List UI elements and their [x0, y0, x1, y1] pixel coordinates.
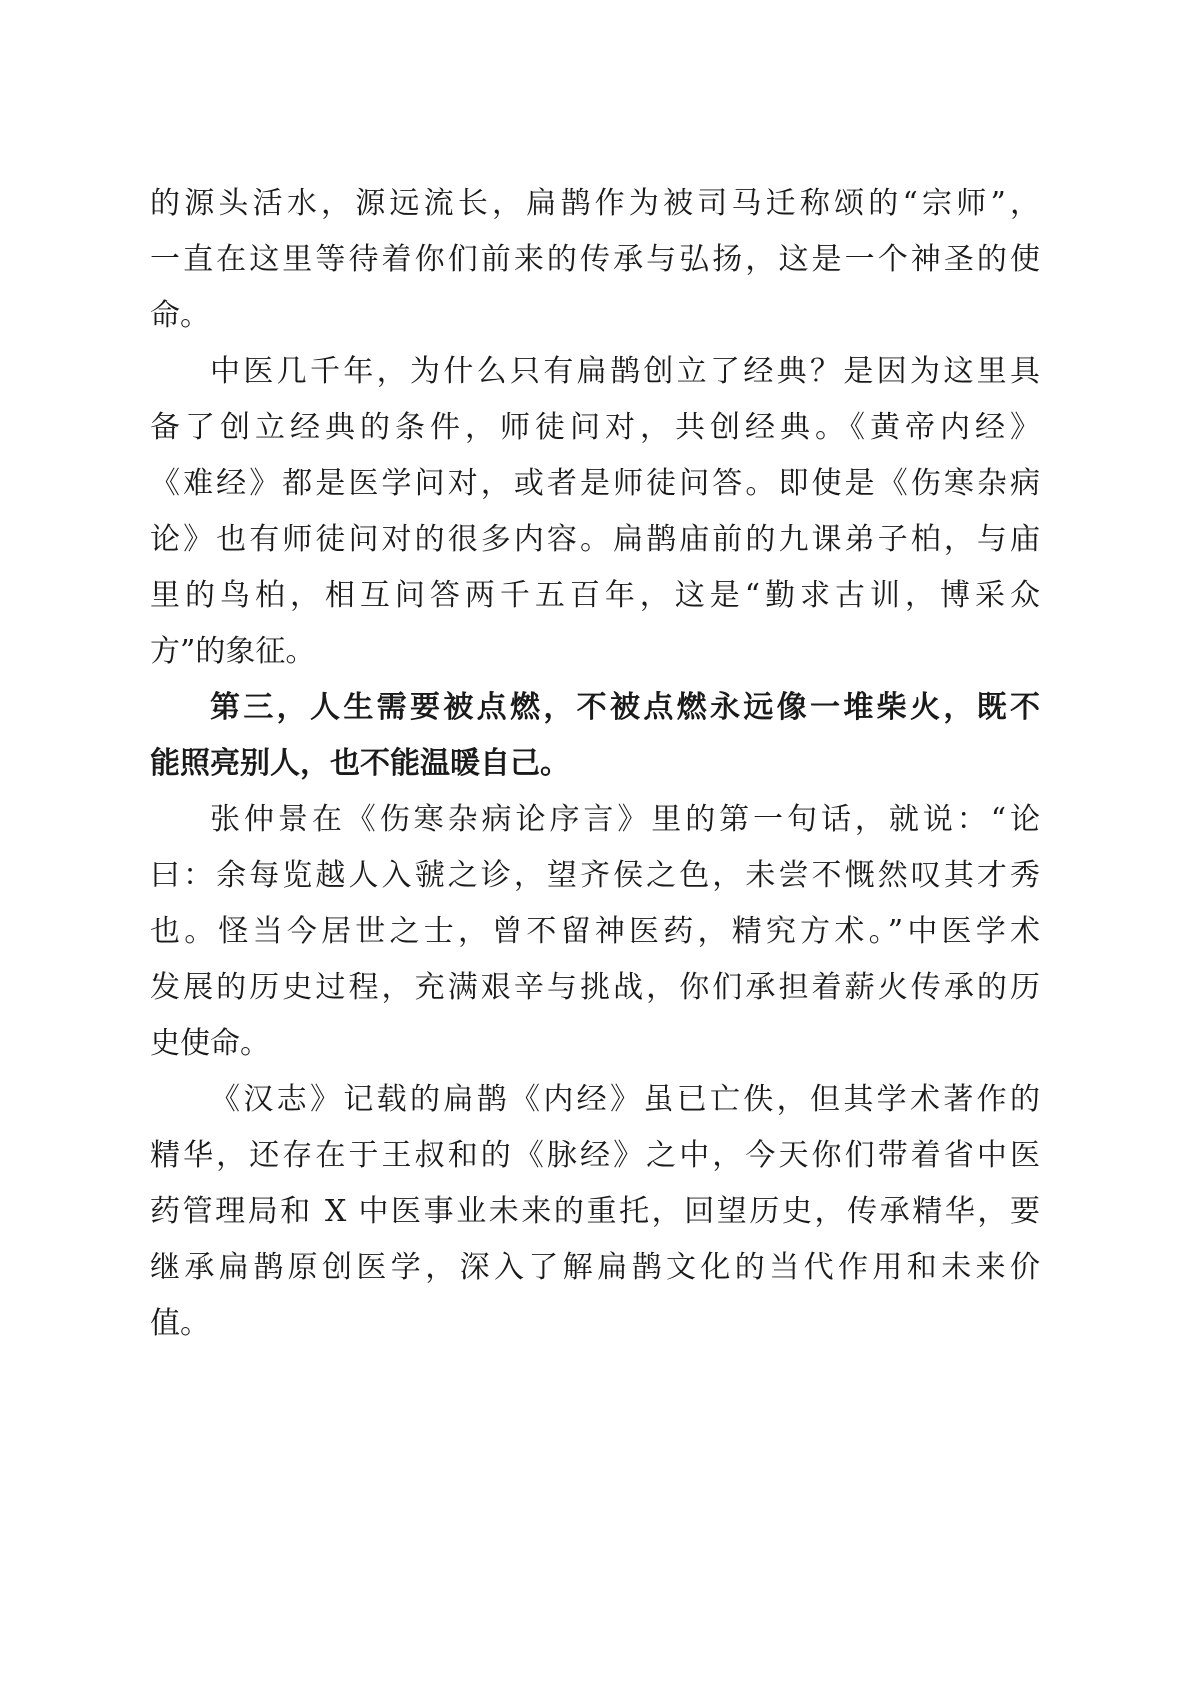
- paragraph-1: [150, 176, 1040, 344]
- text-line: 药管理局和 X 中医事业未来的重托，回望历史，传承精华，要: [150, 1194, 1040, 1229]
- text-line: 值。: [150, 1306, 210, 1341]
- text-line: 曰：余每览越人入虢之诊，望齐侯之色，未尝不慨然叹其才秀: [150, 858, 1040, 893]
- text-line: 继承扁鹊原创医学，深入了解扁鹊文化的当代作用和未来价: [150, 1250, 1040, 1285]
- text-line: 《汉志》记载的扁鹊《内经》虽已亡佚，但其学术著作的: [210, 1082, 1040, 1117]
- text-line: 《难经》都是医学问对，或者是师徒问答。即使是《伤寒杂病: [150, 466, 1040, 501]
- text-line: 方”的象征。: [150, 634, 316, 669]
- text-line: 发展的历史过程，充满艰辛与挑战，你们承担着薪火传承的历: [150, 970, 1040, 1005]
- text-line: 的源头活水，源远流长，扁鹊作为被司马迁称颂的“宗师”，: [150, 186, 1040, 221]
- text-line: 命。: [150, 298, 210, 333]
- text-line: 张仲景在《伤寒杂病论序言》里的第一句话，就说：“论: [210, 802, 1040, 837]
- text-line: 中医几千年，为什么只有扁鹊创立了经典？是因为这里具: [210, 354, 1040, 389]
- paragraph-2: [150, 344, 1040, 680]
- paragraph-3-bold-heading: [150, 680, 1040, 792]
- text-line: 精华，还存在于王叔和的《脉经》之中，今天你们带着省中医: [150, 1138, 1040, 1173]
- document-body: [150, 176, 1040, 1352]
- text-line: 里的鸟柏，相互问答两千五百年，这是“勤求古训，博采众: [150, 578, 1040, 613]
- paragraph-5: [150, 1072, 1040, 1352]
- text-line: 能照亮别人，也不能温暖自己。: [150, 746, 570, 781]
- paragraph-4: [150, 792, 1040, 1072]
- text-line: 史使命。: [150, 1026, 270, 1061]
- text-line: 论》也有师徒问对的很多内容。扁鹊庙前的九课弟子柏，与庙: [150, 522, 1040, 557]
- text-line: 备了创立经典的条件，师徒问对，共创经典。《黄帝内经》: [150, 410, 1040, 445]
- text-line: 也。怪当今居世之士，曾不留神医药，精究方术。”中医学术: [150, 914, 1040, 949]
- text-line: 第三，人生需要被点燃，不被点燃永远像一堆柴火，既不: [210, 690, 1040, 725]
- text-line: 一直在这里等待着你们前来的传承与弘扬，这是一个神圣的使: [150, 242, 1040, 277]
